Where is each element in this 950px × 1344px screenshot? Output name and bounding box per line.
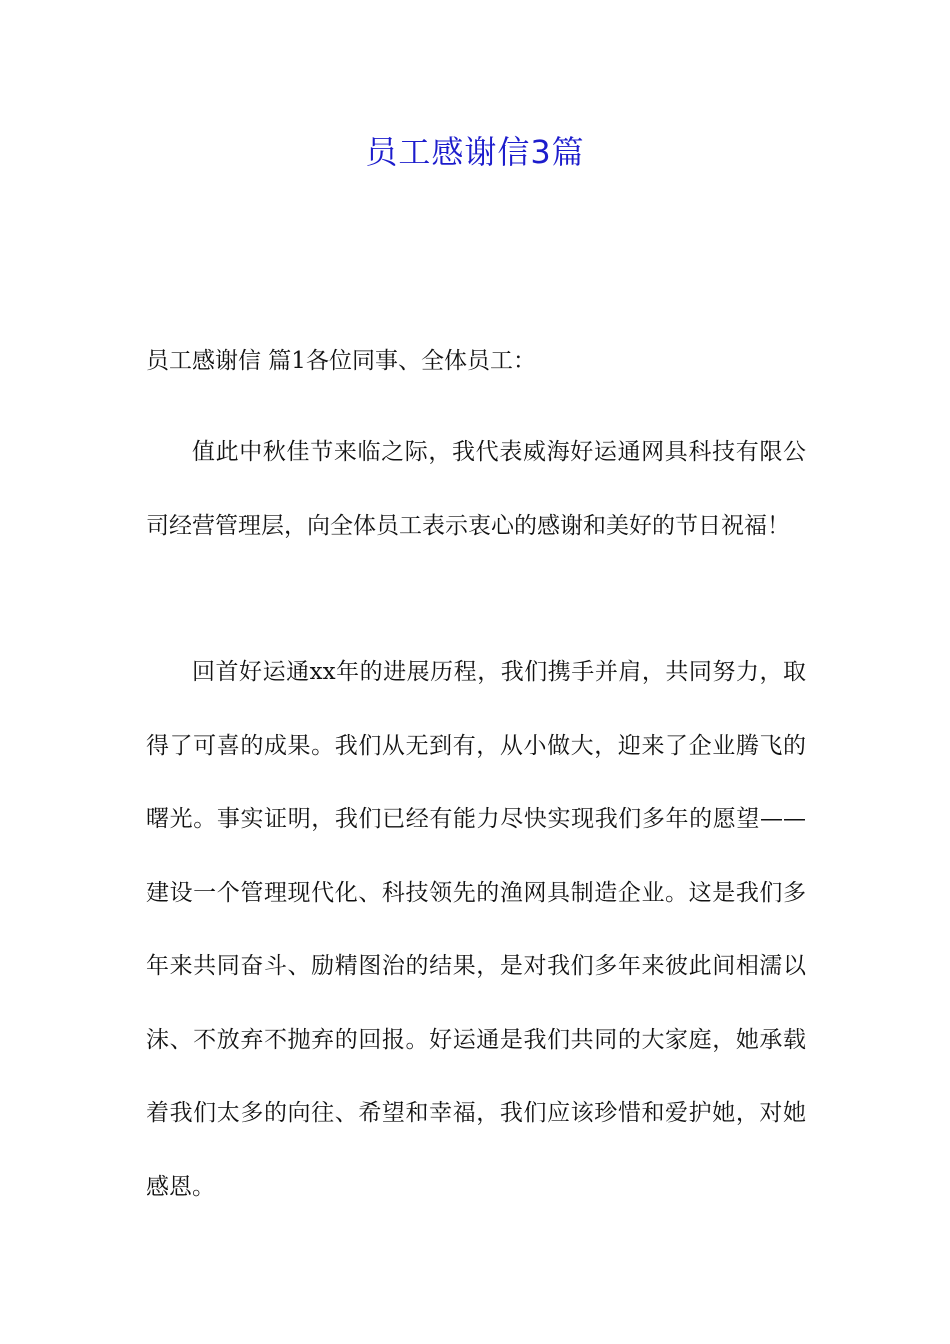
paragraph-2: 回首好运通xx年的进展历程，我们携手并肩，共同努力，取得了可喜的成果。我们从无到有，从小做大，迎来了企业腾飞的曙光。事实证明，我们已经有能力尽快实现我们多年的愿望——建设一个管理现代化、科技领先的渔网具制造企业。这是我们多年来共同奋斗、励精图治的结果，是对我们多年来彼此间相濡以沫、不放弃不抛弃的回报。好运通是我们共同的大家庭，她承载着我们太多的向往、希望和幸福，我们应该珍惜和爱护她，对她感恩。: [146, 659, 806, 1200]
document-title: 员工感谢信3篇: [365, 133, 585, 171]
salutation-line: 员工感谢信 篇1各位同事、全体员工：: [146, 348, 536, 374]
paragraph-1: 值此中秋佳节来临之际，我代表威海好运通网具科技有限公司经营管理层，向全体员工表示衷心的感谢和美好的节日祝福！: [146, 439, 806, 539]
